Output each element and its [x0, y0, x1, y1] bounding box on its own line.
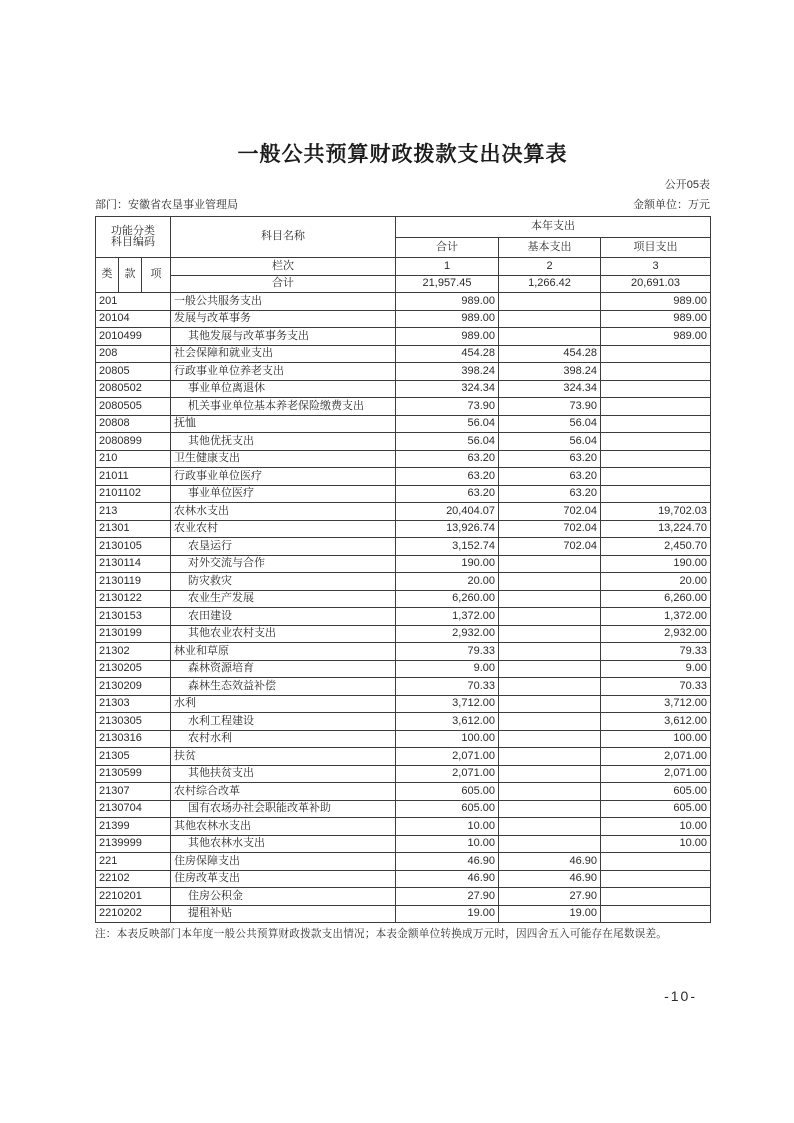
- row-code: 213: [96, 503, 171, 521]
- row-total: 46.90: [396, 853, 499, 871]
- table-row: [96, 608, 711, 626]
- grand-total-label: 合计: [171, 275, 396, 293]
- table-body: [96, 293, 711, 923]
- row-project: 989.00: [601, 328, 711, 346]
- row-total: 2,071.00: [396, 748, 499, 766]
- row-total: 46.90: [396, 870, 499, 888]
- row-basic: [499, 625, 601, 643]
- row-project: [601, 415, 711, 433]
- row-basic: 56.04: [499, 433, 601, 451]
- row-basic: 702.04: [499, 503, 601, 521]
- row-code: 21305: [96, 748, 171, 766]
- row-code: 21307: [96, 783, 171, 801]
- row-basic: 63.20: [499, 450, 601, 468]
- row-code: 20104: [96, 310, 171, 328]
- row-project: 2,932.00: [601, 625, 711, 643]
- row-subject: 其他农林水支出: [171, 818, 396, 836]
- row-code: 2130105: [96, 538, 171, 556]
- row-subject: 国有农场办社会职能改革补助: [171, 800, 396, 818]
- row-basic: [499, 783, 601, 801]
- row-code: 2130305: [96, 713, 171, 731]
- row-basic: [499, 835, 601, 853]
- table-row: [96, 468, 711, 486]
- row-total: 13,926.74: [396, 520, 499, 538]
- department-label: 部门：安徽省农垦事业管理局: [95, 199, 238, 212]
- row-total: 56.04: [396, 415, 499, 433]
- row-subject: 农田建设: [171, 608, 396, 626]
- row-subject: 防灾救灾: [171, 573, 396, 591]
- table-row: [96, 905, 711, 923]
- row-basic: [499, 748, 601, 766]
- row-subject: 机关事业单位基本养老保险缴费支出: [171, 398, 396, 416]
- row-subject: 行政事业单位养老支出: [171, 363, 396, 381]
- column-number-1: 1: [396, 258, 499, 276]
- row-basic: 27.90: [499, 888, 601, 906]
- budget-table: [95, 216, 711, 923]
- row-basic: 398.24: [499, 363, 601, 381]
- row-total: 73.90: [396, 398, 499, 416]
- row-subject: 行政事业单位医疗: [171, 468, 396, 486]
- row-basic: 702.04: [499, 538, 601, 556]
- row-project: 100.00: [601, 730, 711, 748]
- table-row: [96, 573, 711, 591]
- row-basic: [499, 573, 601, 591]
- row-total: 398.24: [396, 363, 499, 381]
- row-total: 3,152.74: [396, 538, 499, 556]
- row-total: 56.04: [396, 433, 499, 451]
- table-note: 注：本表反映部门本年度一般公共预算财政拨款支出情况；本表金额单位转换成万元时，因四舍五入可能存在尾数误差。: [95, 928, 668, 941]
- table-row: [96, 590, 711, 608]
- row-basic: [499, 765, 601, 783]
- row-project: [601, 398, 711, 416]
- row-subject: 林业和草原: [171, 643, 396, 661]
- row-basic: [499, 730, 601, 748]
- row-total: 1,372.00: [396, 608, 499, 626]
- row-subject: 农林水支出: [171, 503, 396, 521]
- project-column-header: 项目支出: [601, 237, 711, 258]
- row-total: 19.00: [396, 905, 499, 923]
- row-code: 208: [96, 345, 171, 363]
- code-column-header: [96, 217, 171, 258]
- row-code: 2130316: [96, 730, 171, 748]
- row-basic: 46.90: [499, 853, 601, 871]
- row-project: [601, 468, 711, 486]
- row-project: 989.00: [601, 310, 711, 328]
- column-number-3: 3: [601, 258, 711, 276]
- row-basic: 73.90: [499, 398, 601, 416]
- code-header-line2: 科目编码: [111, 236, 155, 249]
- row-project: 605.00: [601, 800, 711, 818]
- row-subject: 发展与改革事务: [171, 310, 396, 328]
- row-code: 2130205: [96, 660, 171, 678]
- row-code: 2130153: [96, 608, 171, 626]
- row-code: 2130209: [96, 678, 171, 696]
- row-subject: 其他发展与改革事务支出: [171, 328, 396, 346]
- row-project: 13,224.70: [601, 520, 711, 538]
- table-number: 公开05表: [664, 179, 710, 192]
- table-meta-row: [95, 196, 710, 212]
- page-title: 一般公共预算财政拨款支出决算表: [237, 143, 568, 166]
- row-total: 79.33: [396, 643, 499, 661]
- grand-total-sum: 21,957.45: [396, 275, 499, 293]
- row-basic: [499, 293, 601, 311]
- row-code: 2130114: [96, 555, 171, 573]
- row-basic: 702.04: [499, 520, 601, 538]
- subject-column-header: 科目名称: [171, 217, 396, 258]
- table-row: [96, 433, 711, 451]
- row-code: 2080502: [96, 380, 171, 398]
- row-basic: [499, 695, 601, 713]
- row-code: 210: [96, 450, 171, 468]
- row-basic: [499, 660, 601, 678]
- row-subject: 卫生健康支出: [171, 450, 396, 468]
- row-project: 9.00: [601, 660, 711, 678]
- table-row: [96, 293, 711, 311]
- row-project: 2,071.00: [601, 765, 711, 783]
- row-project: 6,260.00: [601, 590, 711, 608]
- table-row: [96, 765, 711, 783]
- row-code: 2130119: [96, 573, 171, 591]
- row-code: 2210202: [96, 905, 171, 923]
- row-total: 2,071.00: [396, 765, 499, 783]
- year-expense-header: 本年支出: [396, 217, 711, 238]
- table-row: [96, 485, 711, 503]
- table-row: [96, 643, 711, 661]
- row-project: [601, 345, 711, 363]
- row-total: 10.00: [396, 818, 499, 836]
- table-row: [96, 853, 711, 871]
- row-code: 221: [96, 853, 171, 871]
- row-total: 605.00: [396, 783, 499, 801]
- row-subject: 水利: [171, 695, 396, 713]
- row-total: 27.90: [396, 888, 499, 906]
- row-total: 3,712.00: [396, 695, 499, 713]
- row-project: [601, 363, 711, 381]
- table-row: [96, 555, 711, 573]
- table-row: [96, 748, 711, 766]
- table-row: [96, 538, 711, 556]
- row-code: 21399: [96, 818, 171, 836]
- column-index-row: [96, 258, 711, 276]
- row-total: 63.20: [396, 468, 499, 486]
- row-basic: 454.28: [499, 345, 601, 363]
- row-basic: [499, 608, 601, 626]
- row-project: 70.33: [601, 678, 711, 696]
- row-code: 21303: [96, 695, 171, 713]
- row-project: 605.00: [601, 783, 711, 801]
- row-total: 20,404.07: [396, 503, 499, 521]
- row-project: 3,712.00: [601, 695, 711, 713]
- row-code: 2130199: [96, 625, 171, 643]
- table-row: [96, 625, 711, 643]
- row-subject: 住房保障支出: [171, 853, 396, 871]
- row-basic: [499, 310, 601, 328]
- row-total: 324.34: [396, 380, 499, 398]
- row-project: [601, 905, 711, 923]
- row-code: 2010499: [96, 328, 171, 346]
- row-total: 63.20: [396, 485, 499, 503]
- row-total: 9.00: [396, 660, 499, 678]
- row-code: 2080899: [96, 433, 171, 451]
- row-code: 2139999: [96, 835, 171, 853]
- row-subject: 社会保障和就业支出: [171, 345, 396, 363]
- row-subject: 住房公积金: [171, 888, 396, 906]
- row-subject: 其他农林水支出: [171, 835, 396, 853]
- row-project: [601, 380, 711, 398]
- row-basic: [499, 555, 601, 573]
- table-row: [96, 888, 711, 906]
- row-code: 20805: [96, 363, 171, 381]
- table-row: [96, 310, 711, 328]
- row-subject: 扶贫: [171, 748, 396, 766]
- table-row: [96, 328, 711, 346]
- row-basic: 19.00: [499, 905, 601, 923]
- table-row: [96, 503, 711, 521]
- row-basic: [499, 713, 601, 731]
- row-total: 10.00: [396, 835, 499, 853]
- sub-header-class: 类: [96, 258, 119, 293]
- row-subject: 农村综合改革: [171, 783, 396, 801]
- row-code: 2210201: [96, 888, 171, 906]
- row-code: 21301: [96, 520, 171, 538]
- row-project: 3,612.00: [601, 713, 711, 731]
- row-project: 1,372.00: [601, 608, 711, 626]
- row-total: 190.00: [396, 555, 499, 573]
- grand-total-row: [96, 275, 711, 293]
- row-total: 3,612.00: [396, 713, 499, 731]
- table-row: [96, 783, 711, 801]
- row-subject: 对外交流与合作: [171, 555, 396, 573]
- table-row: [96, 363, 711, 381]
- row-project: 79.33: [601, 643, 711, 661]
- table-row: [96, 835, 711, 853]
- row-total: 989.00: [396, 328, 499, 346]
- row-code: 2130599: [96, 765, 171, 783]
- row-subject: 农业生产发展: [171, 590, 396, 608]
- row-project: 10.00: [601, 835, 711, 853]
- row-total: 6,260.00: [396, 590, 499, 608]
- row-basic: [499, 678, 601, 696]
- row-code: 20808: [96, 415, 171, 433]
- row-total: 454.28: [396, 345, 499, 363]
- column-number-2: 2: [499, 258, 601, 276]
- row-code: 2080505: [96, 398, 171, 416]
- row-project: 19,702.03: [601, 503, 711, 521]
- row-basic: [499, 818, 601, 836]
- row-code: 2101102: [96, 485, 171, 503]
- table-row: [96, 870, 711, 888]
- table-row: [96, 800, 711, 818]
- row-subject: 提租补贴: [171, 905, 396, 923]
- row-basic: 63.20: [499, 485, 601, 503]
- table-row: [96, 520, 711, 538]
- table-row: [96, 678, 711, 696]
- row-subject: 其他农业农村支出: [171, 625, 396, 643]
- unit-label: 金额单位：万元: [633, 199, 710, 212]
- sub-header-section: 款: [119, 258, 142, 293]
- row-subject: 森林资源培育: [171, 660, 396, 678]
- row-code: 21011: [96, 468, 171, 486]
- row-project: 989.00: [601, 293, 711, 311]
- row-basic: 324.34: [499, 380, 601, 398]
- basic-column-header: 基本支出: [499, 237, 601, 258]
- row-subject: 住房改革支出: [171, 870, 396, 888]
- row-total: 100.00: [396, 730, 499, 748]
- row-project: [601, 433, 711, 451]
- total-column-header: 合计: [396, 237, 499, 258]
- row-subject: 森林生态效益补偿: [171, 678, 396, 696]
- row-project: [601, 853, 711, 871]
- page-number: -10-: [664, 988, 697, 1004]
- table-row: [96, 450, 711, 468]
- row-basic: 63.20: [499, 468, 601, 486]
- row-subject: 事业单位离退休: [171, 380, 396, 398]
- row-total: 2,932.00: [396, 625, 499, 643]
- row-project: [601, 888, 711, 906]
- table-row: [96, 730, 711, 748]
- row-subject: 一般公共服务支出: [171, 293, 396, 311]
- header-row-1: [96, 217, 711, 238]
- row-subject: 农村水利: [171, 730, 396, 748]
- table-row: [96, 660, 711, 678]
- row-subject: 事业单位医疗: [171, 485, 396, 503]
- row-code: 2130704: [96, 800, 171, 818]
- row-code: 2130122: [96, 590, 171, 608]
- row-project: 2,071.00: [601, 748, 711, 766]
- row-total: 605.00: [396, 800, 499, 818]
- row-subject: 水利工程建设: [171, 713, 396, 731]
- table-row: [96, 818, 711, 836]
- row-project: [601, 870, 711, 888]
- row-total: 989.00: [396, 310, 499, 328]
- table-row: [96, 380, 711, 398]
- code-header-line1: 功能分类: [111, 224, 155, 237]
- row-code: 22102: [96, 870, 171, 888]
- row-project: [601, 450, 711, 468]
- row-basic: [499, 590, 601, 608]
- row-project: 2,450.70: [601, 538, 711, 556]
- row-total: 63.20: [396, 450, 499, 468]
- table-row: [96, 695, 711, 713]
- table-row: [96, 415, 711, 433]
- row-subject: 其他扶贫支出: [171, 765, 396, 783]
- row-project: [601, 485, 711, 503]
- row-project: 20.00: [601, 573, 711, 591]
- row-total: 20.00: [396, 573, 499, 591]
- grand-total-project: 20,691.03: [601, 275, 711, 293]
- lanci-label: 栏次: [171, 258, 396, 276]
- grand-total-basic: 1,266.42: [499, 275, 601, 293]
- row-project: 10.00: [601, 818, 711, 836]
- row-basic: [499, 643, 601, 661]
- row-total: 70.33: [396, 678, 499, 696]
- table-row: [96, 713, 711, 731]
- row-subject: 其他优抚支出: [171, 433, 396, 451]
- row-subject: 农业农村: [171, 520, 396, 538]
- row-code: 201: [96, 293, 171, 311]
- row-project: 190.00: [601, 555, 711, 573]
- row-basic: [499, 328, 601, 346]
- sub-header-item: 项: [142, 258, 171, 293]
- row-total: 989.00: [396, 293, 499, 311]
- row-subject: 农垦运行: [171, 538, 396, 556]
- row-basic: [499, 800, 601, 818]
- table-row: [96, 398, 711, 416]
- row-code: 21302: [96, 643, 171, 661]
- table-row: [96, 345, 711, 363]
- row-basic: 46.90: [499, 870, 601, 888]
- row-basic: 56.04: [499, 415, 601, 433]
- row-subject: 抚恤: [171, 415, 396, 433]
